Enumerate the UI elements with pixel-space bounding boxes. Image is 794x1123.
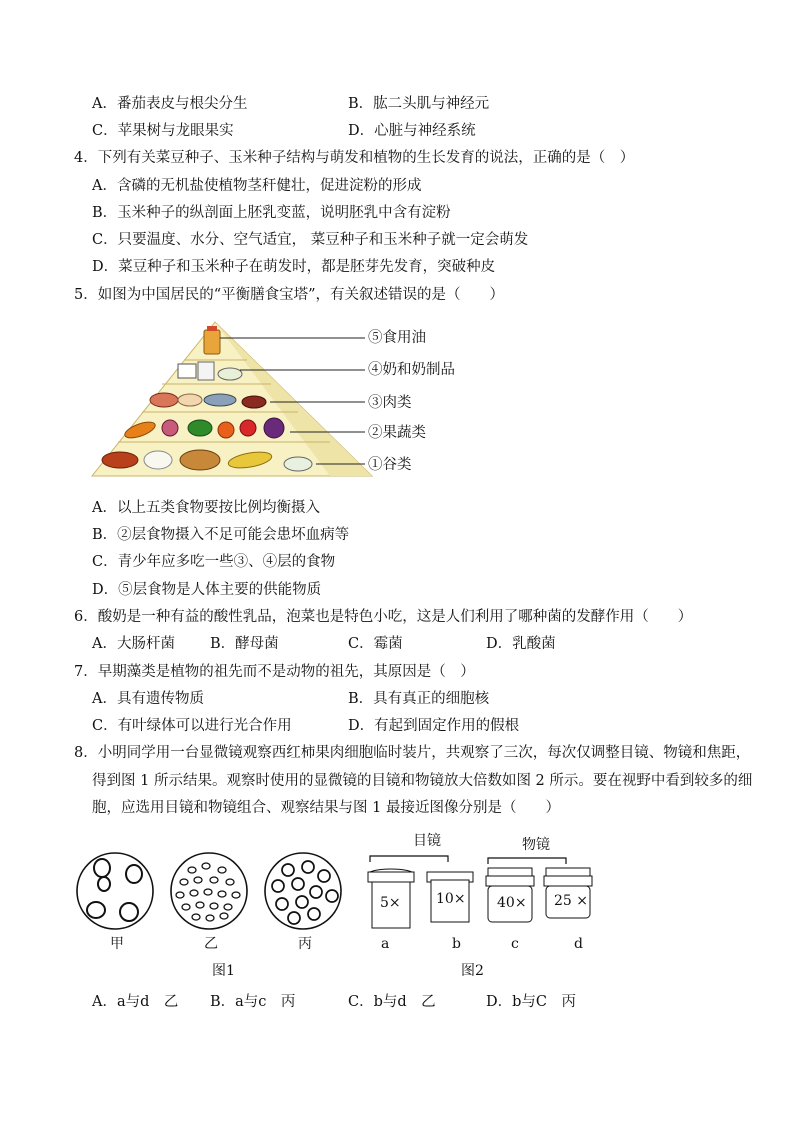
fig1-caption: 图1 (212, 963, 235, 979)
q6-option-c: C．霉菌 (348, 636, 403, 652)
pyramid-label-grain: ①谷类 (368, 457, 412, 473)
q8-option-a: A．a与d 乙 (92, 994, 179, 1010)
q5-option-a: A．以上五类食物要按比例均衡摄入 (92, 500, 320, 516)
fig1-label-yi: 乙 (204, 936, 218, 952)
fig2-lens-d-label: d (574, 936, 583, 952)
q6-option-d: D．乳酸菌 (486, 636, 556, 652)
pyramid-label-oil: ⑤食用油 (368, 330, 426, 346)
q5-option-d: D．⑤层食物是人体主要的供能物质 (92, 582, 322, 598)
fig2-lens-d-mag: 25 × (554, 893, 588, 909)
q3-option-c: C．苹果树与龙眼果实 (92, 123, 234, 139)
food-pyramid-figure (80, 318, 380, 484)
q6-option-a: A．大肠杆菌 (92, 636, 175, 652)
fig2-objective-group-label: 物镜 (522, 837, 550, 853)
q4-stem: 4．下列有关菜豆种子、玉米种子结构与萌发和植物的生长发育的说法，正确的是（ ） (74, 150, 635, 166)
fig2-caption: 图2 (461, 963, 484, 979)
fig2-lens-b-mag: 10× (436, 891, 466, 907)
q8-stem-line3: 胞，应选用目镜和物镜组合、观察结果与图 1 最接近图像分别是（ ） (92, 800, 560, 816)
q4-option-b: B．玉米种子的纵剖面上胚乳变蓝，说明胚乳中含有淀粉 (92, 205, 451, 221)
q5-option-c: C．青少年应多吃一些③、④层的食物 (92, 554, 336, 570)
q3-option-b: B．肱二头肌与神经元 (348, 96, 490, 112)
q8-option-c: C．b与d 乙 (348, 994, 436, 1010)
q5-stem: 5．如图为中国居民的“平衡膳食宝塔”，有关叙述错误的是（ ） (74, 287, 505, 303)
fig2-lens-c-mag: 40× (497, 895, 527, 911)
pyramid-label-dairy: ④奶和奶制品 (368, 362, 455, 378)
q7-option-d: D．有起到固定作用的假根 (348, 718, 520, 734)
q6-option-b: B．酵母菌 (210, 636, 279, 652)
fig2-lens-c-label: c (511, 936, 519, 952)
q6-stem: 6．酸奶是一种有益的酸性乳品，泡菜也是特色小吃，这是人们利用了哪种菌的发酵作用（ ） (74, 609, 693, 625)
pyramid-label-fruit-veg: ②果蔬类 (368, 425, 426, 441)
pyramid-label-meat: ③肉类 (368, 395, 412, 411)
fig1-label-bing: 丙 (298, 936, 312, 952)
q8-stem-line1: 8．小明同学用一台显微镜观察西红柿果肉细胞临时装片，共观察了三次，每次仅调整目镜、物镜和焦距， (74, 745, 751, 761)
q3-option-d: D．心脏与神经系统 (348, 123, 476, 139)
q8-option-d: D．b与C 丙 (486, 994, 577, 1010)
q4-option-d: D．菜豆种子和玉米种子在萌发时，都是胚芽先发育，突破种皮 (92, 259, 496, 275)
q7-stem: 7．早期藻类是植物的祖先而不是动物的祖先，其原因是（ ） (74, 664, 475, 680)
q7-option-b: B．具有真正的细胞核 (348, 691, 490, 707)
fig2-lens-a-mag: 5× (380, 895, 401, 911)
q4-option-a: A．含磷的无机盐使植物茎秆健壮，促进淀粉的形成 (92, 178, 422, 194)
q8-option-b: B．a与c 丙 (210, 994, 296, 1010)
figure-1-microscope-views (74, 850, 344, 932)
fig1-label-jia: 甲 (110, 936, 124, 952)
q3-option-a: A．番茄表皮与根尖分生 (92, 96, 248, 112)
fig2-lens-a-label: a (381, 936, 390, 952)
q4-option-c: C．只要温度、水分、空气适宜， 菜豆种子和玉米种子就一定会萌发 (92, 232, 529, 248)
fig2-eyepiece-group-label: 目镜 (413, 833, 441, 849)
q7-option-a: A．具有遗传物质 (92, 691, 204, 707)
fig2-lens-b-label: b (452, 936, 461, 952)
q8-stem-line2: 得到图 1 所示结果。观察时使用的显微镜的目镜和物镜放大倍数如图 2 所示。要在视野中看到较多的细 (92, 773, 753, 789)
figure-2-lenses (360, 850, 605, 932)
q7-option-c: C．有叶绿体可以进行光合作用 (92, 718, 292, 734)
q5-option-b: B．②层食物摄入不足可能会患坏血病等 (92, 527, 350, 543)
